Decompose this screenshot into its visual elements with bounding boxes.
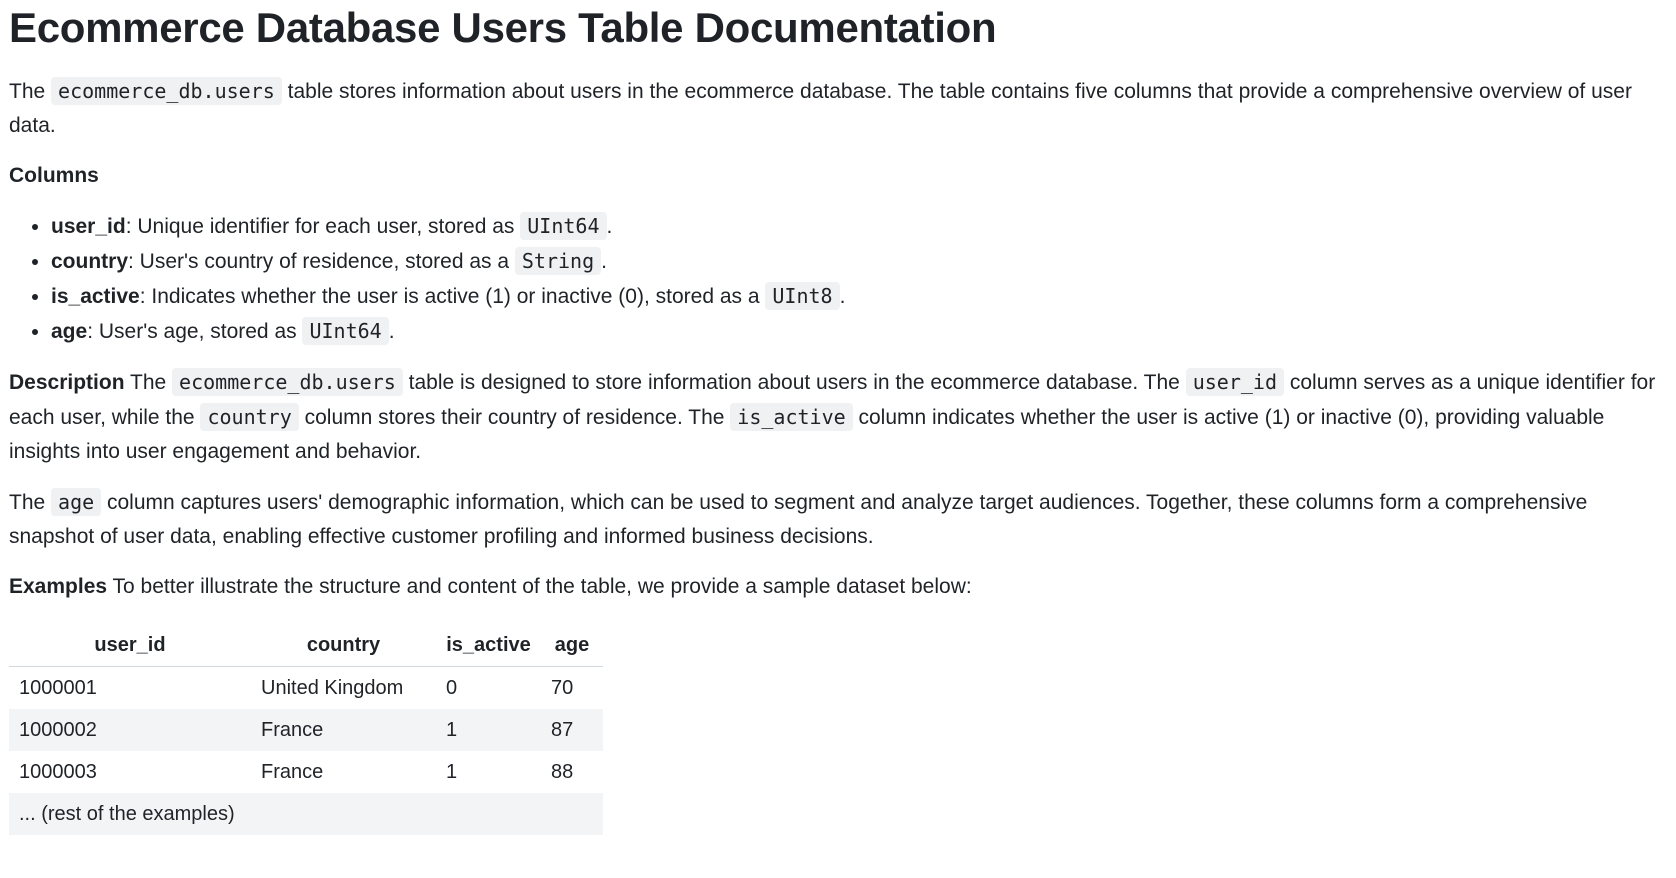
cell-country: United Kingdom [261, 676, 404, 699]
age-paragraph [9, 485, 1667, 554]
description-paragraph [9, 365, 1667, 469]
intro-paragraph [9, 74, 1667, 143]
cell-is-active: 1 [436, 709, 541, 751]
examples-text: To better illustrate the structure and content of the table, we provide a sample dataset below: [112, 575, 972, 598]
cell-age: 87 [541, 709, 603, 751]
table-header-row [9, 624, 603, 667]
column-desc: : User's age, stored as [87, 320, 297, 343]
table-row [9, 667, 603, 710]
header-is-active: is_active [436, 624, 541, 667]
description-code: user_id [1186, 368, 1284, 396]
column-end: . [388, 320, 395, 343]
description-code: country [200, 403, 298, 431]
cell-is-active: 0 [446, 676, 458, 699]
description-text: column serves as a unique identifier for each user, while the [9, 371, 1656, 429]
age-text: column captures users' demographic information, which can be used to segment and analyze target audiences. Together, these columns form a comprehensive snapshot of user data, enabling effective customer profiling and informed business decisions. [9, 491, 1588, 548]
examples-paragraph [9, 570, 1667, 604]
table-row [9, 709, 603, 751]
column-name: country [51, 250, 129, 273]
description-text: column stores their country of residence. The [304, 406, 725, 429]
column-name: user_id [51, 215, 126, 238]
header-age: age [541, 624, 603, 667]
table-name-code: ecommerce_db.users [51, 77, 282, 105]
cell-user-id: 1000002 [9, 709, 251, 751]
cell-user-id: 1000001 [19, 676, 97, 699]
description-code: is_active [730, 403, 852, 431]
cell-user-id: 1000003 [19, 760, 97, 783]
header-country: country [251, 624, 436, 667]
column-end: . [601, 250, 607, 273]
cell-age: 88 [551, 760, 574, 783]
header-user-id: user_id [9, 624, 251, 667]
examples-label: Examples [9, 575, 108, 598]
column-desc: : User's country of residence, stored as a [128, 250, 510, 273]
columns-list [9, 209, 1667, 349]
cell-empty [541, 793, 603, 835]
intro-suffix: table stores information about users in the ecommerce database. The table contains five columns that provide a comprehensive overview of user data. [9, 80, 1632, 137]
column-name: is_active [51, 285, 140, 308]
column-item-user-id [51, 209, 1667, 244]
description-text: table is designed to store information about users in the ecommerce database. The [408, 371, 1180, 394]
intro-prefix: The [9, 80, 46, 103]
column-name: age [51, 320, 88, 343]
table-row [9, 751, 603, 793]
column-type: UInt64 [520, 212, 606, 240]
description-code: ecommerce_db.users [172, 368, 403, 396]
cell-is-active: 1 [446, 760, 458, 783]
columns-heading: Columns [9, 164, 99, 187]
column-type: UInt64 [302, 317, 388, 345]
column-item-is-active [51, 279, 1667, 314]
cell-rest-of-examples: ... (rest of the examples) [9, 793, 251, 835]
examples-table [9, 624, 603, 835]
column-end: . [606, 215, 613, 238]
column-item-country [51, 244, 1667, 279]
age-code: age [51, 488, 101, 516]
description-text: The [130, 371, 167, 394]
cell-age: 70 [551, 676, 574, 699]
cell-country: France [261, 760, 324, 783]
column-desc: : Indicates whether the user is active (1) or inactive (0), stored as a [139, 285, 760, 308]
cell-empty [436, 793, 541, 835]
cell-country: France [251, 709, 436, 751]
description-text: column indicates whether the user is active (1) or inactive (0), providing valuable insights into user engagement and behavior. [9, 406, 1605, 463]
column-item-age [51, 314, 1667, 349]
column-end: . [839, 285, 846, 308]
page-title: Ecommerce Database Users Table Documentation [9, 4, 997, 51]
column-type: UInt8 [765, 282, 839, 310]
age-text: The [9, 491, 46, 514]
table-footer-row [9, 793, 603, 835]
cell-empty [251, 793, 436, 835]
column-type: String [515, 247, 601, 275]
description-label: Description [9, 371, 125, 394]
column-desc: : Unique identifier for each user, stored as [125, 215, 515, 238]
